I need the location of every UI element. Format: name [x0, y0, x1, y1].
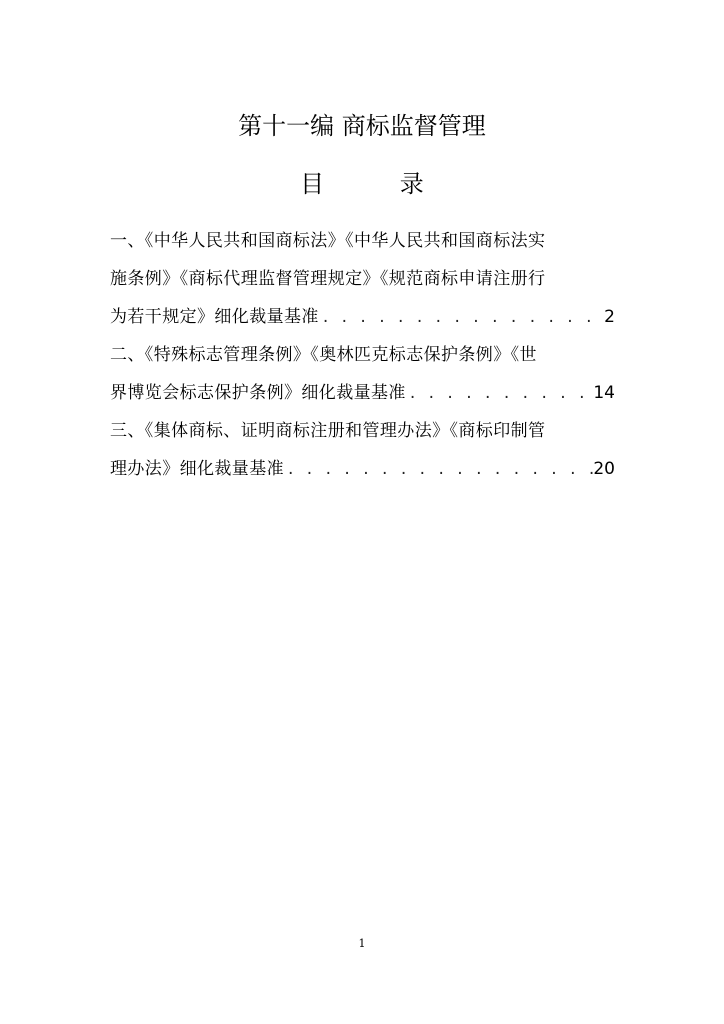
- dot-leader: [319, 298, 604, 336]
- toc-entry-final-line: [110, 450, 615, 488]
- toc-entry-final-line: [110, 298, 615, 336]
- toc-entry-2[interactable]: [110, 336, 615, 412]
- toc-entry-1[interactable]: [110, 222, 615, 336]
- page-title: 第十一编 商标监督管理: [238, 112, 486, 140]
- table-of-contents: [110, 222, 615, 488]
- toc-entry-text-line: 一、《中华人民共和国商标法》《中华人民共和国商标法实: [110, 231, 546, 251]
- toc-entry-final-line: [110, 374, 615, 412]
- dot-leader: [406, 374, 594, 412]
- toc-entry-text-line: 二、《特殊标志管理条例》《奥林匹克标志保护条例》《世: [110, 345, 537, 365]
- toc-page-number: 14: [593, 383, 615, 403]
- toc-entry-text-line: 三、《集体商标、证明商标注册和管理办法》《商标印制管: [110, 421, 546, 441]
- toc-heading: 目 录: [300, 170, 458, 198]
- toc-entry-text-line: 理办法》细化裁量基准: [110, 459, 284, 479]
- toc-entry-text-line: 施条例》《商标代理监督管理规定》《规范商标申请注册行: [110, 269, 546, 289]
- dot-leader: [284, 450, 593, 488]
- toc-page-number: 20: [593, 459, 615, 479]
- toc-entry-3[interactable]: [110, 412, 615, 488]
- toc-entry-text-line: 界博览会标志保护条例》细化裁量基准: [110, 383, 406, 403]
- toc-entry-text-line: 为若干规定》细化裁量基准: [110, 307, 319, 327]
- page-number-footer: 1: [358, 937, 366, 950]
- toc-page-number: 2: [604, 307, 615, 327]
